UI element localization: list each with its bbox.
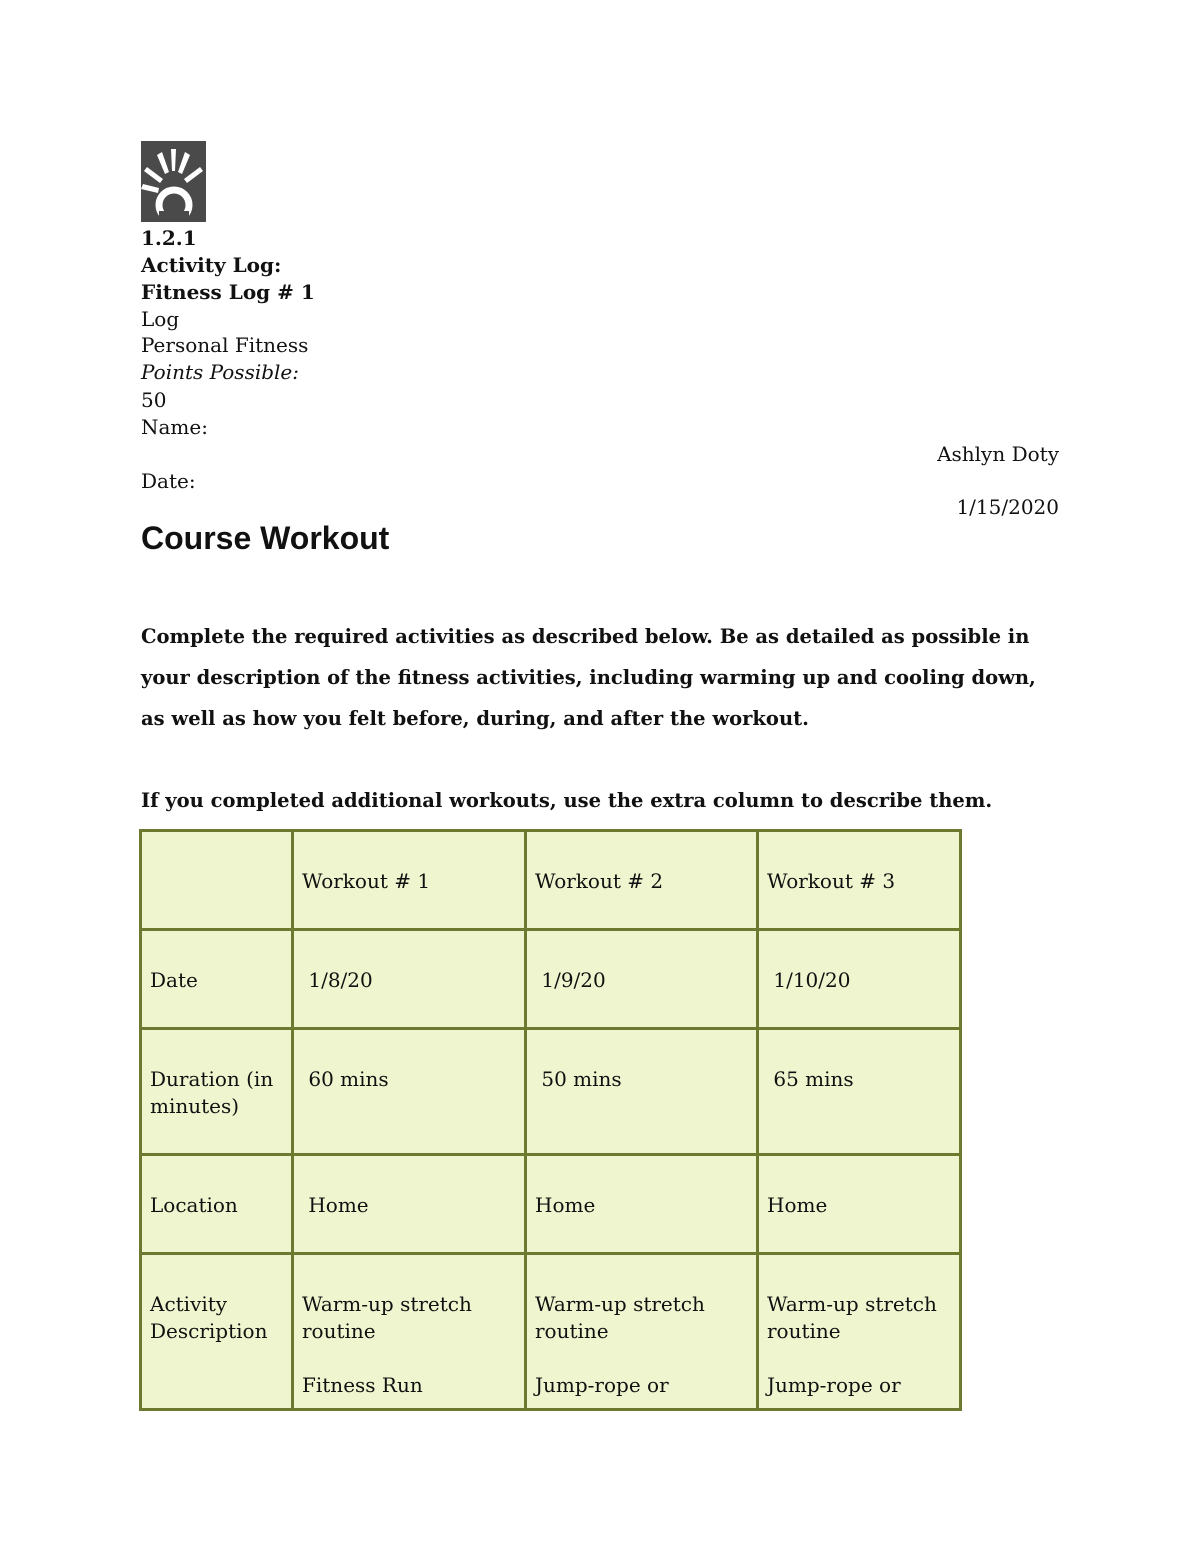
log-title-line2: Fitness Log # 1: [141, 280, 315, 304]
activity-line: Warm-up stretch routine: [535, 1292, 705, 1343]
column-header-workout-2: Workout # 2: [526, 831, 758, 930]
activity-line: Warm-up stretch routine: [767, 1292, 937, 1343]
table-row: [141, 1029, 961, 1155]
activity-line: Fitness Run: [302, 1373, 423, 1397]
sun-figure-icon: [141, 141, 206, 222]
points-label: Points Possible:: [141, 360, 300, 384]
extra-column-note: If you completed additional workouts, use the extra column to describe them.: [141, 789, 993, 812]
activity-code: 1.2.1: [141, 226, 197, 250]
table-cell[interactable]: 1/10/20: [758, 930, 961, 1029]
date-value: 1/15/2020: [956, 495, 1059, 519]
log-title-line1: Activity Log:: [141, 253, 282, 277]
log-type: Log: [141, 307, 180, 331]
table-cell[interactable]: [526, 1254, 758, 1410]
table-cell[interactable]: 1/8/20: [293, 930, 526, 1029]
date-label: Date:: [141, 469, 196, 493]
table-cell[interactable]: [758, 1254, 961, 1410]
row-label-location: Location: [141, 1155, 293, 1254]
row-label-activity-description: Activity Description: [141, 1254, 293, 1410]
table-header-row: [141, 831, 961, 930]
table-cell[interactable]: 1/9/20: [526, 930, 758, 1029]
course-subject: Personal Fitness: [141, 333, 309, 357]
table-cell[interactable]: Home: [758, 1155, 961, 1254]
row-label-duration: Duration (in minutes): [141, 1029, 293, 1155]
table-cell[interactable]: Home: [526, 1155, 758, 1254]
table-cell[interactable]: 65 mins: [758, 1029, 961, 1155]
column-header-workout-3: Workout # 3: [758, 831, 961, 930]
table-cell[interactable]: 50 mins: [526, 1029, 758, 1155]
workout-log-table: [139, 829, 962, 1411]
row-label-date: Date: [141, 930, 293, 1029]
name-label: Name:: [141, 415, 208, 439]
column-header-workout-1: Workout # 1: [293, 831, 526, 930]
points-value: 50: [141, 388, 167, 412]
table-cell[interactable]: [293, 1254, 526, 1410]
name-value: Ashlyn Doty: [937, 442, 1059, 466]
table-row: [141, 1254, 961, 1410]
table-cell[interactable]: Home: [293, 1155, 526, 1254]
table-corner-cell[interactable]: [141, 831, 293, 930]
activity-line: Jump-rope or: [767, 1373, 901, 1397]
instructions-paragraph: Complete the required activities as described below. Be as detailed as possible in your description of the fitness activities, including warming up and cooling down, as well as how you felt before, during, and after the workout.: [141, 625, 1036, 730]
table-row: [141, 1155, 961, 1254]
table-cell[interactable]: 60 mins: [293, 1029, 526, 1155]
table-row: [141, 930, 961, 1029]
logo: [141, 141, 206, 222]
section-title: Course Workout: [141, 520, 390, 556]
activity-line: Jump-rope or: [535, 1373, 669, 1397]
activity-line: Warm-up stretch routine: [302, 1292, 472, 1343]
